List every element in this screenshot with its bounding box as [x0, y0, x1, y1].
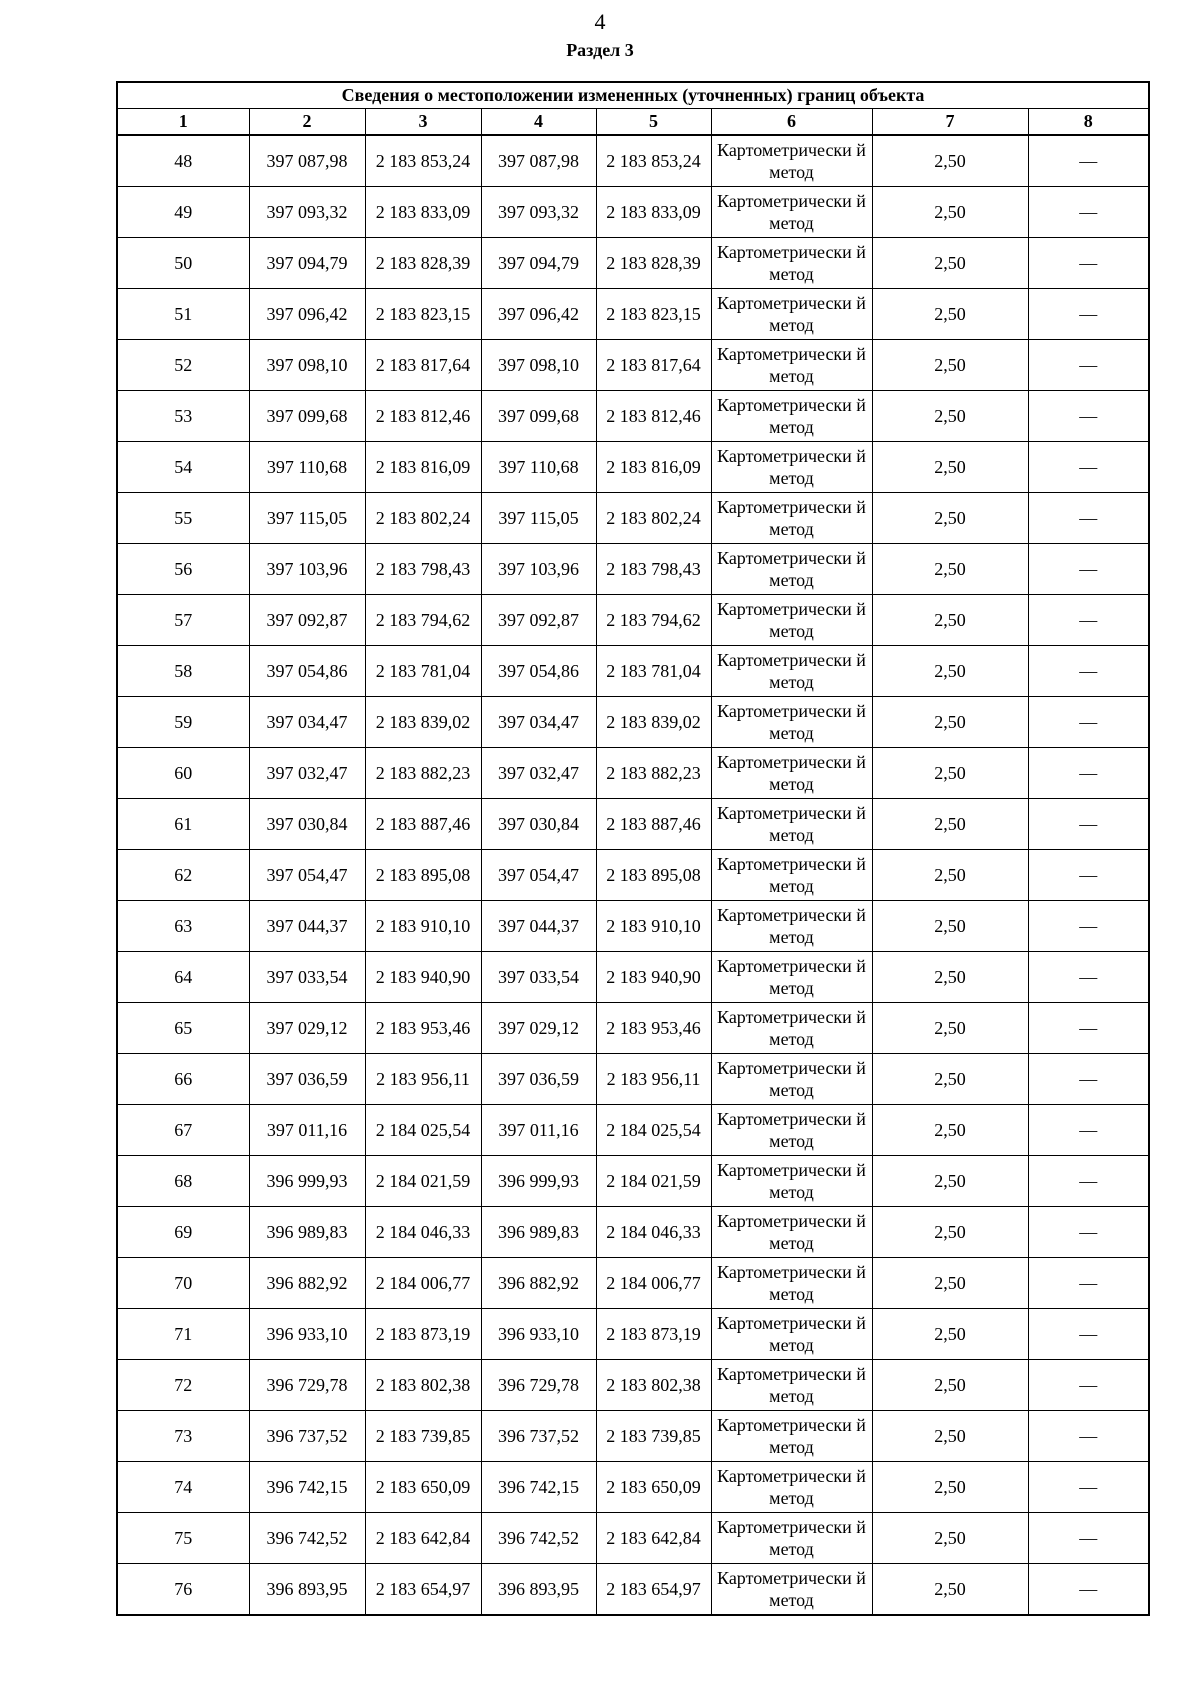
existing-y-cell: 2 183 833,09 — [365, 187, 481, 238]
method-cell: Картометрически й метод — [711, 1207, 872, 1258]
new-x-cell: 396 882,92 — [481, 1258, 596, 1309]
point-number-cell: 55 — [117, 493, 249, 544]
new-y-cell: 2 183 794,62 — [596, 595, 711, 646]
accuracy-cell: 2,50 — [872, 391, 1028, 442]
point-number-cell: 49 — [117, 187, 249, 238]
new-x-cell: 397 029,12 — [481, 1003, 596, 1054]
new-x-cell: 396 893,95 — [481, 1564, 596, 1616]
description-cell: — — [1028, 1462, 1149, 1513]
new-y-cell: 2 183 940,90 — [596, 952, 711, 1003]
description-cell: — — [1028, 595, 1149, 646]
existing-y-cell: 2 183 823,15 — [365, 289, 481, 340]
new-x-cell: 396 933,10 — [481, 1309, 596, 1360]
new-x-cell: 397 087,98 — [481, 135, 596, 187]
description-cell: — — [1028, 1003, 1149, 1054]
method-cell: Картометрически й метод — [711, 697, 872, 748]
point-number-cell: 52 — [117, 340, 249, 391]
description-cell: — — [1028, 493, 1149, 544]
coordinates-table — [116, 81, 1150, 1616]
point-number-cell: 68 — [117, 1156, 249, 1207]
table-row — [117, 1462, 1149, 1513]
point-number-cell: 64 — [117, 952, 249, 1003]
method-cell: Картометрически й метод — [711, 1411, 872, 1462]
new-x-cell: 397 030,84 — [481, 799, 596, 850]
point-number-cell: 67 — [117, 1105, 249, 1156]
table-row — [117, 1054, 1149, 1105]
table-row — [117, 646, 1149, 697]
method-cell: Картометрически й метод — [711, 238, 872, 289]
table-row — [117, 187, 1149, 238]
new-y-cell: 2 183 853,24 — [596, 135, 711, 187]
accuracy-cell: 2,50 — [872, 1054, 1028, 1105]
description-cell: — — [1028, 442, 1149, 493]
method-cell: Картометрически й метод — [711, 187, 872, 238]
accuracy-cell: 2,50 — [872, 1105, 1028, 1156]
accuracy-cell: 2,50 — [872, 1462, 1028, 1513]
table-row — [117, 391, 1149, 442]
existing-y-cell: 2 184 046,33 — [365, 1207, 481, 1258]
existing-y-cell: 2 183 642,84 — [365, 1513, 481, 1564]
accuracy-cell: 2,50 — [872, 1258, 1028, 1309]
table-row — [117, 1156, 1149, 1207]
point-number-cell: 50 — [117, 238, 249, 289]
existing-y-cell: 2 183 817,64 — [365, 340, 481, 391]
point-number-cell: 65 — [117, 1003, 249, 1054]
accuracy-cell: 2,50 — [872, 1513, 1028, 1564]
new-y-cell: 2 183 956,11 — [596, 1054, 711, 1105]
accuracy-cell: 2,50 — [872, 135, 1028, 187]
description-cell: — — [1028, 1513, 1149, 1564]
point-number-cell: 59 — [117, 697, 249, 748]
existing-x-cell: 397 011,16 — [249, 1105, 365, 1156]
accuracy-cell: 2,50 — [872, 238, 1028, 289]
table-caption-row — [117, 82, 1149, 109]
point-number-cell: 57 — [117, 595, 249, 646]
description-cell: — — [1028, 697, 1149, 748]
new-y-cell: 2 184 021,59 — [596, 1156, 711, 1207]
new-x-cell: 397 011,16 — [481, 1105, 596, 1156]
method-cell: Картометрически й метод — [711, 1003, 872, 1054]
method-cell: Картометрически й метод — [711, 595, 872, 646]
new-x-cell: 397 093,32 — [481, 187, 596, 238]
accuracy-cell: 2,50 — [872, 1564, 1028, 1616]
new-y-cell: 2 184 025,54 — [596, 1105, 711, 1156]
new-x-cell: 397 096,42 — [481, 289, 596, 340]
point-number-cell: 74 — [117, 1462, 249, 1513]
new-y-cell: 2 183 910,10 — [596, 901, 711, 952]
description-cell: — — [1028, 799, 1149, 850]
column-number: 4 — [481, 109, 596, 136]
new-y-cell: 2 183 650,09 — [596, 1462, 711, 1513]
point-number-cell: 54 — [117, 442, 249, 493]
method-cell: Картометрически й метод — [711, 1054, 872, 1105]
point-number-cell: 73 — [117, 1411, 249, 1462]
existing-x-cell: 396 737,52 — [249, 1411, 365, 1462]
existing-x-cell: 397 036,59 — [249, 1054, 365, 1105]
new-x-cell: 397 115,05 — [481, 493, 596, 544]
point-number-cell: 70 — [117, 1258, 249, 1309]
method-cell: Картометрически й метод — [711, 901, 872, 952]
new-x-cell: 397 098,10 — [481, 340, 596, 391]
existing-x-cell: 397 098,10 — [249, 340, 365, 391]
point-number-cell: 61 — [117, 799, 249, 850]
accuracy-cell: 2,50 — [872, 1207, 1028, 1258]
existing-x-cell: 396 729,78 — [249, 1360, 365, 1411]
new-x-cell: 397 092,87 — [481, 595, 596, 646]
point-number-cell: 76 — [117, 1564, 249, 1616]
table-row — [117, 1207, 1149, 1258]
table-row — [117, 442, 1149, 493]
new-x-cell: 397 054,47 — [481, 850, 596, 901]
existing-y-cell: 2 183 940,90 — [365, 952, 481, 1003]
new-y-cell: 2 183 739,85 — [596, 1411, 711, 1462]
point-number-cell: 58 — [117, 646, 249, 697]
point-number-cell: 69 — [117, 1207, 249, 1258]
accuracy-cell: 2,50 — [872, 1411, 1028, 1462]
new-y-cell: 2 183 833,09 — [596, 187, 711, 238]
existing-y-cell: 2 183 816,09 — [365, 442, 481, 493]
new-y-cell: 2 183 828,39 — [596, 238, 711, 289]
method-cell: Картометрически й метод — [711, 1258, 872, 1309]
column-number: 5 — [596, 109, 711, 136]
table-row — [117, 135, 1149, 187]
description-cell: — — [1028, 952, 1149, 1003]
existing-x-cell: 397 029,12 — [249, 1003, 365, 1054]
table-row — [117, 697, 1149, 748]
table-row — [117, 238, 1149, 289]
accuracy-cell: 2,50 — [872, 646, 1028, 697]
accuracy-cell: 2,50 — [872, 697, 1028, 748]
new-y-cell: 2 183 823,15 — [596, 289, 711, 340]
table-row — [117, 289, 1149, 340]
point-number-cell: 75 — [117, 1513, 249, 1564]
new-y-cell: 2 183 812,46 — [596, 391, 711, 442]
page-number: 4 — [594, 9, 606, 34]
existing-y-cell: 2 183 953,46 — [365, 1003, 481, 1054]
method-cell: Картометрически й метод — [711, 1309, 872, 1360]
description-cell: — — [1028, 1156, 1149, 1207]
existing-x-cell: 396 933,10 — [249, 1309, 365, 1360]
accuracy-cell: 2,50 — [872, 952, 1028, 1003]
existing-y-cell: 2 183 882,23 — [365, 748, 481, 799]
new-x-cell: 396 742,52 — [481, 1513, 596, 1564]
table-row — [117, 952, 1149, 1003]
new-x-cell: 396 999,93 — [481, 1156, 596, 1207]
method-cell: Картометрически й метод — [711, 391, 872, 442]
point-number-cell: 60 — [117, 748, 249, 799]
table-body — [117, 135, 1149, 1615]
existing-y-cell: 2 184 021,59 — [365, 1156, 481, 1207]
table-row — [117, 850, 1149, 901]
table-row — [117, 1564, 1149, 1616]
accuracy-cell: 2,50 — [872, 1309, 1028, 1360]
method-cell: Картометрически й метод — [711, 1156, 872, 1207]
existing-y-cell: 2 183 956,11 — [365, 1054, 481, 1105]
new-x-cell: 397 033,54 — [481, 952, 596, 1003]
point-number-cell: 48 — [117, 135, 249, 187]
method-cell: Картометрически й метод — [711, 442, 872, 493]
existing-x-cell: 397 030,84 — [249, 799, 365, 850]
existing-y-cell: 2 183 887,46 — [365, 799, 481, 850]
accuracy-cell: 2,50 — [872, 799, 1028, 850]
method-cell: Картометрически й метод — [711, 850, 872, 901]
existing-y-cell: 2 183 812,46 — [365, 391, 481, 442]
new-x-cell: 397 103,96 — [481, 544, 596, 595]
new-x-cell: 397 044,37 — [481, 901, 596, 952]
point-number-cell: 53 — [117, 391, 249, 442]
description-cell: — — [1028, 1411, 1149, 1462]
existing-y-cell: 2 184 025,54 — [365, 1105, 481, 1156]
existing-y-cell: 2 183 828,39 — [365, 238, 481, 289]
method-cell: Картометрически й метод — [711, 1564, 872, 1616]
new-x-cell: 396 737,52 — [481, 1411, 596, 1462]
description-cell: — — [1028, 901, 1149, 952]
point-number-cell: 71 — [117, 1309, 249, 1360]
existing-x-cell: 397 099,68 — [249, 391, 365, 442]
table-row — [117, 1309, 1149, 1360]
point-number-cell: 56 — [117, 544, 249, 595]
description-cell: — — [1028, 1258, 1149, 1309]
existing-x-cell: 397 054,86 — [249, 646, 365, 697]
new-x-cell: 396 989,83 — [481, 1207, 596, 1258]
existing-x-cell: 397 115,05 — [249, 493, 365, 544]
description-cell: — — [1028, 135, 1149, 187]
existing-x-cell: 397 032,47 — [249, 748, 365, 799]
existing-y-cell: 2 183 739,85 — [365, 1411, 481, 1462]
existing-y-cell: 2 183 853,24 — [365, 135, 481, 187]
new-y-cell: 2 183 953,46 — [596, 1003, 711, 1054]
existing-x-cell: 396 989,83 — [249, 1207, 365, 1258]
existing-y-cell: 2 183 802,38 — [365, 1360, 481, 1411]
new-y-cell: 2 183 642,84 — [596, 1513, 711, 1564]
description-cell: — — [1028, 646, 1149, 697]
description-cell: — — [1028, 1207, 1149, 1258]
section-title: Раздел 3 — [566, 40, 634, 60]
existing-y-cell: 2 183 654,97 — [365, 1564, 481, 1616]
accuracy-cell: 2,50 — [872, 1003, 1028, 1054]
table-row — [117, 1360, 1149, 1411]
existing-y-cell: 2 183 839,02 — [365, 697, 481, 748]
description-cell: — — [1028, 187, 1149, 238]
method-cell: Картометрически й метод — [711, 493, 872, 544]
point-number-cell: 51 — [117, 289, 249, 340]
new-x-cell: 396 729,78 — [481, 1360, 596, 1411]
new-y-cell: 2 183 816,09 — [596, 442, 711, 493]
column-number: 2 — [249, 109, 365, 136]
new-x-cell: 397 099,68 — [481, 391, 596, 442]
accuracy-cell: 2,50 — [872, 442, 1028, 493]
description-cell: — — [1028, 391, 1149, 442]
point-number-cell: 66 — [117, 1054, 249, 1105]
new-x-cell: 397 110,68 — [481, 442, 596, 493]
column-number: 6 — [711, 109, 872, 136]
existing-x-cell: 397 092,87 — [249, 595, 365, 646]
existing-y-cell: 2 183 650,09 — [365, 1462, 481, 1513]
existing-x-cell: 397 033,54 — [249, 952, 365, 1003]
existing-y-cell: 2 183 873,19 — [365, 1309, 481, 1360]
column-number: 3 — [365, 109, 481, 136]
new-y-cell: 2 183 802,38 — [596, 1360, 711, 1411]
description-cell: — — [1028, 340, 1149, 391]
existing-x-cell: 396 893,95 — [249, 1564, 365, 1616]
new-y-cell: 2 183 895,08 — [596, 850, 711, 901]
existing-y-cell: 2 183 794,62 — [365, 595, 481, 646]
existing-y-cell: 2 183 802,24 — [365, 493, 481, 544]
description-cell: — — [1028, 1309, 1149, 1360]
table-row — [117, 1105, 1149, 1156]
table-row — [117, 595, 1149, 646]
new-x-cell: 396 742,15 — [481, 1462, 596, 1513]
existing-x-cell: 396 742,52 — [249, 1513, 365, 1564]
existing-y-cell: 2 184 006,77 — [365, 1258, 481, 1309]
new-y-cell: 2 184 006,77 — [596, 1258, 711, 1309]
accuracy-cell: 2,50 — [872, 289, 1028, 340]
existing-x-cell: 396 999,93 — [249, 1156, 365, 1207]
new-x-cell: 397 036,59 — [481, 1054, 596, 1105]
method-cell: Картометрически й метод — [711, 1360, 872, 1411]
new-y-cell: 2 183 817,64 — [596, 340, 711, 391]
column-number: 1 — [117, 109, 249, 136]
existing-x-cell: 397 103,96 — [249, 544, 365, 595]
accuracy-cell: 2,50 — [872, 595, 1028, 646]
accuracy-cell: 2,50 — [872, 748, 1028, 799]
column-number-row — [117, 109, 1149, 136]
method-cell: Картометрически й метод — [711, 748, 872, 799]
method-cell: Картометрически й метод — [711, 289, 872, 340]
description-cell: — — [1028, 850, 1149, 901]
method-cell: Картометрически й метод — [711, 135, 872, 187]
accuracy-cell: 2,50 — [872, 544, 1028, 595]
existing-y-cell: 2 183 910,10 — [365, 901, 481, 952]
new-y-cell: 2 183 873,19 — [596, 1309, 711, 1360]
column-number: 7 — [872, 109, 1028, 136]
description-cell: — — [1028, 1105, 1149, 1156]
accuracy-cell: 2,50 — [872, 1156, 1028, 1207]
table-row — [117, 1258, 1149, 1309]
description-cell: — — [1028, 289, 1149, 340]
method-cell: Картометрически й метод — [711, 1105, 872, 1156]
table-row — [117, 799, 1149, 850]
new-y-cell: 2 183 781,04 — [596, 646, 711, 697]
existing-x-cell: 397 034,47 — [249, 697, 365, 748]
point-number-cell: 72 — [117, 1360, 249, 1411]
accuracy-cell: 2,50 — [872, 493, 1028, 544]
new-x-cell: 397 032,47 — [481, 748, 596, 799]
new-x-cell: 397 094,79 — [481, 238, 596, 289]
table-row — [117, 340, 1149, 391]
description-cell: — — [1028, 1360, 1149, 1411]
method-cell: Картометрически й метод — [711, 1462, 872, 1513]
description-cell: — — [1028, 238, 1149, 289]
point-number-cell: 63 — [117, 901, 249, 952]
method-cell: Картометрически й метод — [711, 1513, 872, 1564]
method-cell: Картометрически й метод — [711, 340, 872, 391]
accuracy-cell: 2,50 — [872, 901, 1028, 952]
accuracy-cell: 2,50 — [872, 340, 1028, 391]
table-row — [117, 901, 1149, 952]
table-row — [117, 748, 1149, 799]
new-y-cell: 2 183 839,02 — [596, 697, 711, 748]
new-y-cell: 2 183 798,43 — [596, 544, 711, 595]
existing-y-cell: 2 183 798,43 — [365, 544, 481, 595]
method-cell: Картометрически й метод — [711, 952, 872, 1003]
table-row — [117, 1411, 1149, 1462]
existing-x-cell: 396 742,15 — [249, 1462, 365, 1513]
table-row — [117, 493, 1149, 544]
table-caption: Сведения о местоположении измененных (уточненных) границ объекта — [117, 82, 1149, 109]
existing-x-cell: 397 087,98 — [249, 135, 365, 187]
new-y-cell: 2 183 802,24 — [596, 493, 711, 544]
existing-x-cell: 397 096,42 — [249, 289, 365, 340]
new-y-cell: 2 183 882,23 — [596, 748, 711, 799]
existing-y-cell: 2 183 781,04 — [365, 646, 481, 697]
method-cell: Картометрически й метод — [711, 544, 872, 595]
table-row — [117, 1513, 1149, 1564]
existing-y-cell: 2 183 895,08 — [365, 850, 481, 901]
description-cell: — — [1028, 1054, 1149, 1105]
new-y-cell: 2 184 046,33 — [596, 1207, 711, 1258]
method-cell: Картометрически й метод — [711, 646, 872, 697]
existing-x-cell: 397 094,79 — [249, 238, 365, 289]
description-cell: — — [1028, 748, 1149, 799]
column-number: 8 — [1028, 109, 1149, 136]
existing-x-cell: 397 110,68 — [249, 442, 365, 493]
accuracy-cell: 2,50 — [872, 850, 1028, 901]
new-y-cell: 2 183 654,97 — [596, 1564, 711, 1616]
new-y-cell: 2 183 887,46 — [596, 799, 711, 850]
description-cell: — — [1028, 544, 1149, 595]
table-row — [117, 544, 1149, 595]
new-x-cell: 397 054,86 — [481, 646, 596, 697]
existing-x-cell: 397 054,47 — [249, 850, 365, 901]
point-number-cell: 62 — [117, 850, 249, 901]
description-cell: — — [1028, 1564, 1149, 1616]
table-row — [117, 1003, 1149, 1054]
existing-x-cell: 397 044,37 — [249, 901, 365, 952]
method-cell: Картометрически й метод — [711, 799, 872, 850]
existing-x-cell: 397 093,32 — [249, 187, 365, 238]
new-x-cell: 397 034,47 — [481, 697, 596, 748]
existing-x-cell: 396 882,92 — [249, 1258, 365, 1309]
accuracy-cell: 2,50 — [872, 1360, 1028, 1411]
accuracy-cell: 2,50 — [872, 187, 1028, 238]
